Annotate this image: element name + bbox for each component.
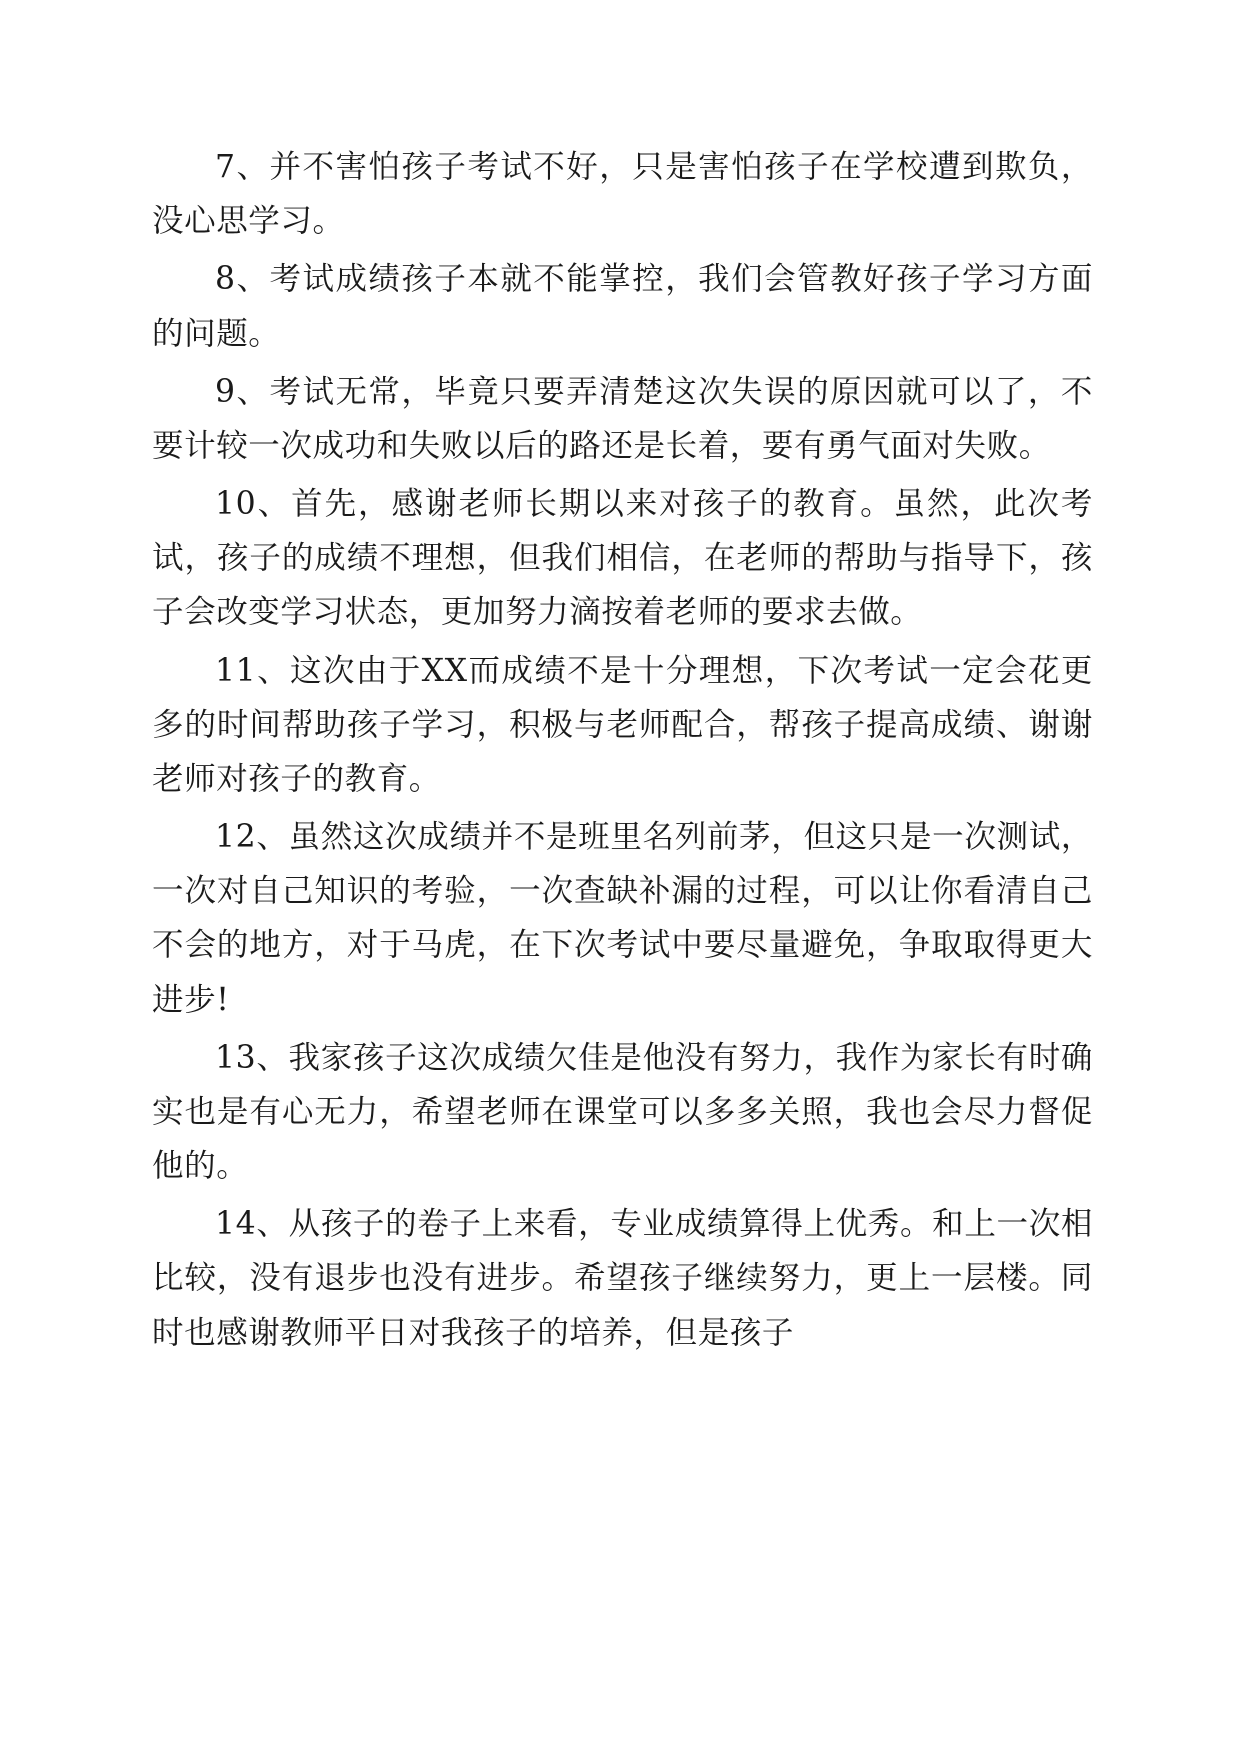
document-body	[152, 140, 1093, 1360]
paragraph: 10、首先，感谢老师长期以来对孩子的教育。虽然，此次考试，孩子的成绩不理想，但我们相信，在老师的帮助与指导下，孩子会改变学习状态，更加努力滴按着老师的要求去做。	[152, 486, 1093, 631]
paragraph: 11、这次由于XX而成绩不是十分理想，下次考试一定会花更多的时间帮助孩子学习，积极与老师配合，帮孩子提高成绩、谢谢老师对孩子的教育。	[152, 652, 1093, 797]
paragraph: 8、考试成绩孩子本就不能掌控，我们会管教好孩子学习方面的问题。	[152, 261, 1093, 352]
paragraph: 9、考试无常，毕竟只要弄清楚这次失误的原因就可以了，不要计较一次成功和失败以后的路还是长着，要有勇气面对失败。	[152, 373, 1093, 464]
paragraph: 14、从孩子的卷子上来看，专业成绩算得上优秀。和上一次相比较，没有退步也没有进步。希望孩子继续努力，更上一层楼。同时也感谢教师平日对我孩子的培养，但是孩子	[152, 1206, 1093, 1351]
paragraph: 13、我家孩子这次成绩欠佳是他没有努力，我作为家长有时确实也是有心无力，希望老师在课堂可以多多关照，我也会尽力督促他的。	[152, 1039, 1093, 1185]
paragraph: 12、虽然这次成绩并不是班里名列前茅，但这只是一次测试，一次对自己知识的考验，一次查缺补漏的过程，可以让你看清自己不会的地方，对于马虎，在下次考试中要尽量避免，争取取得更大进步!	[152, 819, 1093, 1018]
paragraph: 7、并不害怕孩子考试不好，只是害怕孩子在学校遭到欺负，没心思学习。	[152, 149, 1093, 240]
